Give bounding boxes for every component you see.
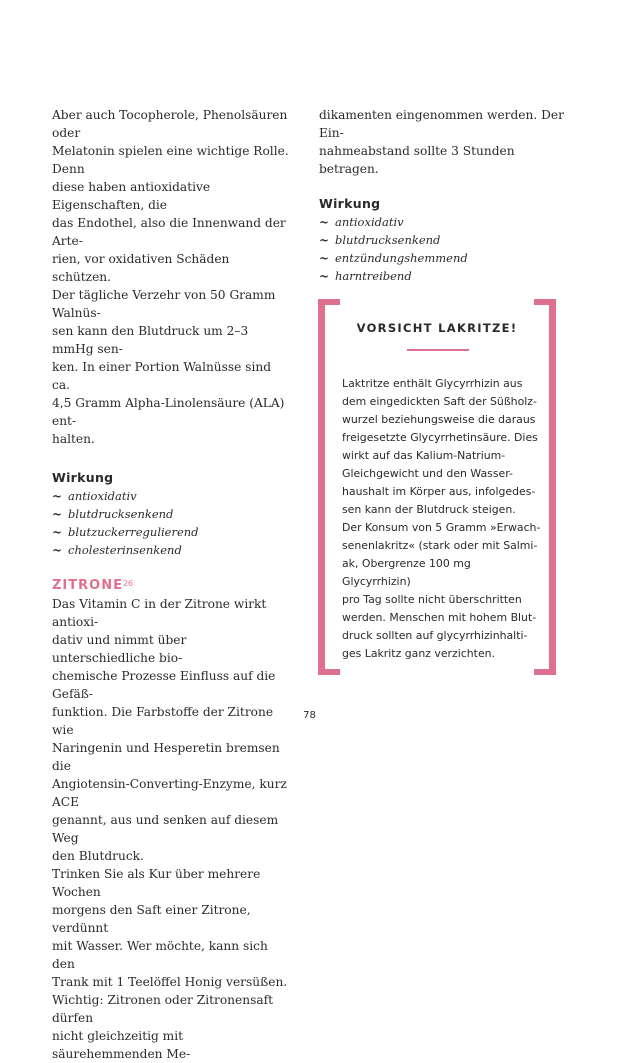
zitrone-paragraph-2: Trinken Sie als Kur über mehrere Wochen morgens den Saft einer Zitrone, verdünnt mit Wasser. Wer möchte, kann sich den Trank mit 1 Teelöffel Honig versüßen. <box>52 867 288 989</box>
zitrone-paragraph-3: Wichtig: Zitronen oder Zitronensaft dürfen nicht gleichzeitig mit säurehemmenden Me- <box>52 993 273 1061</box>
continued-paragraph: dikamenten eingenommen werden. Der Ein- nahmeabstand sollte 3 Stunden betragen. <box>319 108 564 176</box>
wirkung-right-item <box>319 267 565 285</box>
tilde-bullet-icon: ~ <box>52 525 63 539</box>
box-title-underline <box>407 349 469 351</box>
tilde-bullet-icon: ~ <box>319 233 330 247</box>
tilde-bullet-icon: ~ <box>319 251 330 265</box>
wirkung-left-item <box>52 541 292 559</box>
wirkung-left-item <box>52 505 292 523</box>
footnote-marker: 26 <box>122 579 134 588</box>
wirkung-left-item-label: blutzuckerregulierend <box>68 525 199 539</box>
page-number: 78 <box>303 710 316 721</box>
wirkung-right-item <box>319 231 565 249</box>
box-bracket-right-top <box>534 299 556 305</box>
box-bracket-right <box>549 299 556 675</box>
tilde-bullet-icon: ~ <box>52 543 63 557</box>
wirkung-left-item-label: blutdrucksenkend <box>68 507 174 521</box>
box-bracket-left-bottom <box>318 669 340 675</box>
box-bracket-left-top <box>318 299 340 305</box>
zitrone-heading <box>52 577 292 595</box>
box-bracket-left <box>318 299 325 675</box>
warning-box <box>318 299 556 675</box>
wirkung-list-right <box>319 213 565 285</box>
zitrone-paragraph-1: Das Vitamin C in der Zitrone wirkt antioxi- dativ und nimmt über unterschiedliche bio- chemische Prozesse Einfluss auf die Gefäß- funktion. Die Farbstoffe der Zitrone wie Naringenin und Hesperetin bremsen die Angiotensin-Converting-Enzyme, kurz ACE genannt, aus und senken auf diesem Weg den Blutdruck. <box>52 597 287 863</box>
tilde-bullet-icon: ~ <box>52 489 63 503</box>
wirkung-right-item-label: harntreibend <box>335 269 412 283</box>
wirkung-right-item-label: entzündungshemmend <box>335 251 468 265</box>
wirkung-right-item <box>319 249 565 267</box>
wirkung-list-left <box>52 487 292 559</box>
wirkung-left-item <box>52 523 292 541</box>
wirkung-right-item-label: blutdrucksenkend <box>335 233 441 247</box>
zitrone-heading-text: ZITRONE <box>52 578 123 593</box>
tilde-bullet-icon: ~ <box>319 215 330 229</box>
tilde-bullet-icon: ~ <box>52 507 63 521</box>
box-bracket-right-bottom <box>534 669 556 675</box>
right-column <box>319 106 565 285</box>
wirkung-left-item-label: cholesterinsenkend <box>68 543 182 557</box>
box-title: VORSICHT LAKRITZE! <box>356 321 518 335</box>
wirkung-heading-left: Wirkung <box>52 470 114 485</box>
wirkung-left-item-label: antioxidativ <box>68 489 137 503</box>
wirkung-heading-right: Wirkung <box>319 196 381 211</box>
wirkung-left-item <box>52 487 292 505</box>
walnut-paragraph: Aber auch Tocopherole, Phenolsäuren oder Melatonin spielen eine wichtige Rolle. Denn diese haben antioxidative Eigenschaften, die das Endothel, also die Innenwand der Arte- rien, vor oxidativen Schäden schützen. Der tägliche Verzehr von 50 Gramm Walnüs- sen kann den Blutdruck um 2–3 mmHg sen- ken. In einer Portion Walnüsse sind ca. 4,5 Gramm Alpha-Linolensäure (ALA) ent- halten. <box>52 108 289 446</box>
wirkung-right-item-label: antioxidativ <box>335 215 404 229</box>
tilde-bullet-icon: ~ <box>319 269 330 283</box>
box-text: Laktritze enthält Glycyrrhizin aus dem eingedickten Saft der Süßholz- wurzel beziehungsweise die daraus freigesetzte Glycyrrhetinsäure. Dies wirkt auf das Kalium-Natrium- Gleichgewicht und den Wasser- haushalt im Körper aus, infolgedes- sen kann der Blutdruck steigen. Der Konsum von 5 Gramm »Erwach- senenlakritz« (stark oder mit Salmi- ak, Obergrenze 100 mg Glycyrrhizin) pro Tag sollte nicht überschritten werden. Menschen mit hohem Blut- druck sollten auf glycyrrhizinhalti- ges Lakritz ganz verzichten. <box>342 377 541 660</box>
wirkung-right-item <box>319 213 565 231</box>
left-column <box>52 106 292 1063</box>
